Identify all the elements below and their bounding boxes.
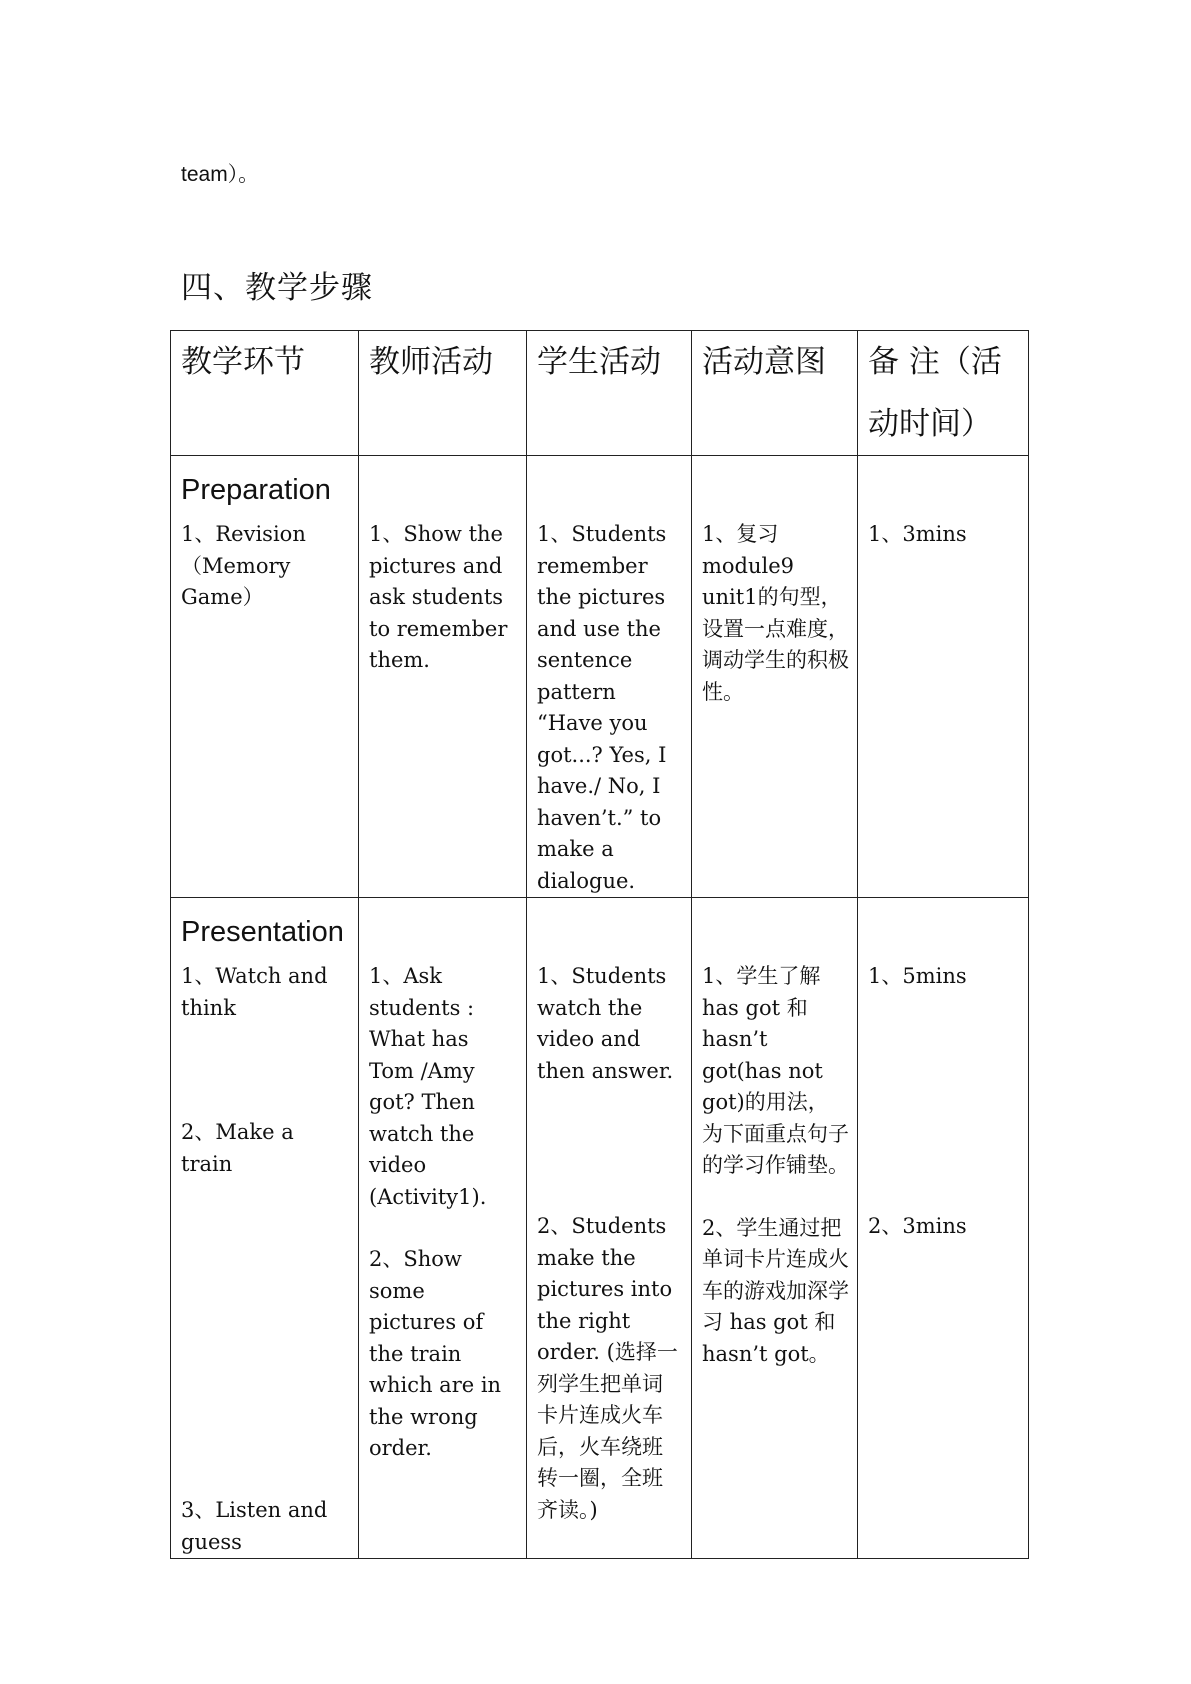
- header-cell-notes: 备 注（活动时间）: [858, 331, 1029, 456]
- teacher-activity-item: 1、Show the pictures and ask students to remember them.: [369, 522, 508, 672]
- time-cell: [858, 456, 1029, 898]
- stage-cell: [171, 898, 359, 1559]
- table-row-preparation: [171, 456, 1029, 898]
- step-item: 3、Listen and guess: [181, 1498, 328, 1554]
- student-activity-cell: [527, 898, 692, 1559]
- student-activity-item: 2、Students make the pictures into the right order. (选择一列学生把单词卡片连成火车后，火车绕班转一圈，全班齐读。): [537, 1214, 678, 1522]
- section-heading: 四、教学步骤: [181, 270, 373, 306]
- stage-title: Preparation: [181, 474, 331, 506]
- time-cell: [858, 898, 1029, 1559]
- student-activity-cell: [527, 456, 692, 898]
- step-item: 1、Revision（Memory Game）: [181, 522, 306, 609]
- intent-item: 1、复习module9 unit1的句型，设置一点难度，调动学生的积极性。: [702, 522, 849, 704]
- table-header-row: [171, 331, 1029, 456]
- time-item: 1、5mins: [868, 964, 967, 988]
- teaching-steps-table: [170, 330, 1029, 1559]
- stage-cell: [171, 456, 359, 898]
- student-activity-item: 1、Students watch the video and then answer.: [537, 964, 674, 1083]
- previous-page-fragment: team）。: [181, 163, 260, 186]
- teacher-activity-cell: [359, 898, 527, 1559]
- table-row-presentation: [171, 898, 1029, 1559]
- header-cell-intent: 活动意图: [692, 331, 858, 456]
- step-item: 2、Make a train: [181, 1120, 294, 1176]
- intent-item: 2、学生通过把单词卡片连成火车的游戏加深学习 has got 和 hasn’t got。: [702, 1215, 849, 1366]
- header-cell-teacher: 教师活动: [359, 331, 527, 456]
- time-item: 2、3mins: [868, 1213, 967, 1238]
- intent-cell: [692, 898, 858, 1559]
- time-item: 1、3mins: [868, 522, 967, 546]
- teacher-activity-item: 1、Ask students : What has Tom /Amy got? Then watch the video (Activity1).: [369, 964, 487, 1209]
- intent-cell: [692, 456, 858, 898]
- intent-item: 1、学生了解has got 和 hasn’t got(has not got)的用法，为下面重点句子的学习作铺垫。: [702, 964, 849, 1177]
- header-cell-student: 学生活动: [527, 331, 692, 456]
- step-item: 1、Watch and think: [181, 964, 328, 1020]
- teacher-activity-cell: [359, 456, 527, 898]
- student-activity-item: 1、Students remember the pictures and use the sentence pattern “Have you got...? Yes, I have./ No, I haven’t.” to make a dialogue.: [537, 522, 667, 893]
- stage-title: Presentation: [181, 916, 344, 948]
- header-cell-stage: 教学环节: [171, 331, 359, 456]
- teacher-activity-item: 2、Show some pictures of the train which are in the wrong order.: [369, 1247, 502, 1460]
